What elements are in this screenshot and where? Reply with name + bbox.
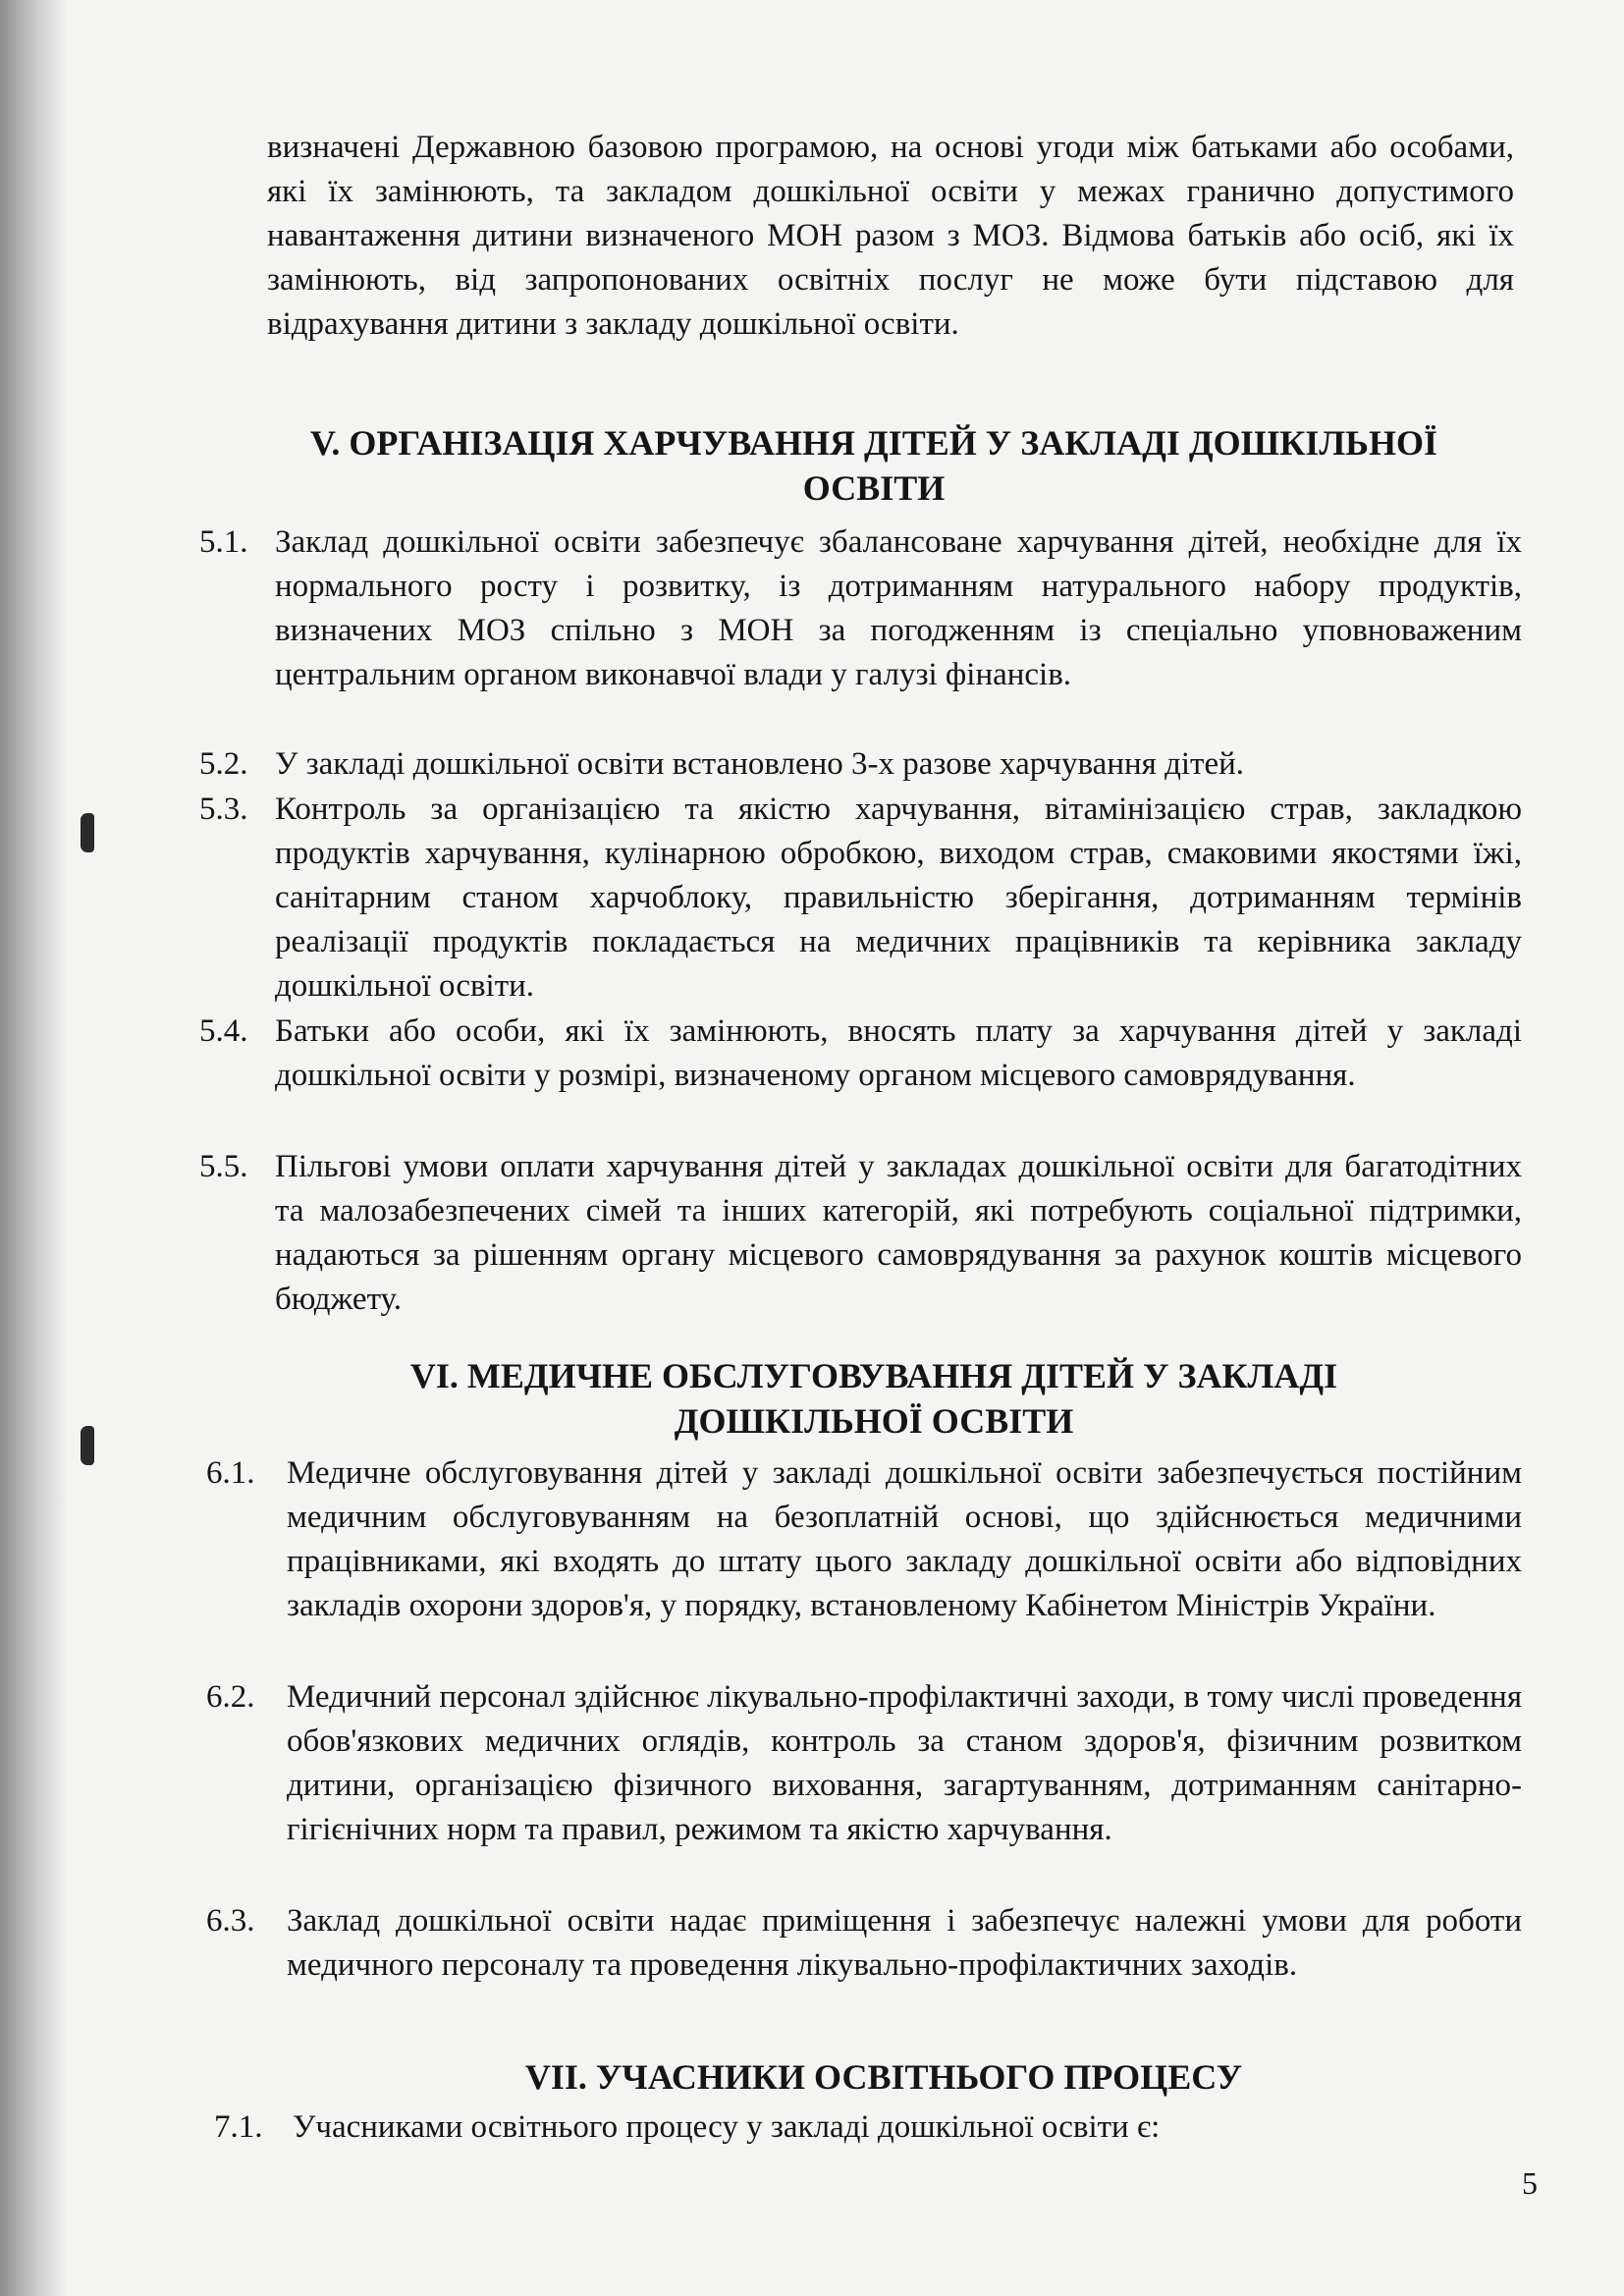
item-text: Медичне обслуговування дітей у закладі дошкільної освіти забезпечується постійним медичним обслуговуванням на безоплатній основі, що здійснюється медичними працівниками, які входять до штату цього закладу дошкільної освіти або відповідних закладів охорони здоров'я, у порядку, встановленому Кабінетом Міністрів України. [287,1455,1522,1623]
section-vi-heading [236,1353,1512,1444]
section-v-title-line2: ОСВІТИ [802,468,946,508]
item-text: У закладі дошкільної освіти встановлено 3-х разове харчування дітей. [275,746,1245,782]
item-text: Контроль за організацією та якістю харчування, вітамінізацією страв, закладкою продуктів харчування, кулінарною обробкою, виходом страв, смаковими якостями їжі, санітарним станом харчоблоку, правильністю зберігання, дотриманням термінів реалізації продуктів покладається на медичних працівників та керівника закладу дошкільної освіти. [275,792,1522,1004]
section-vii-heading [295,2054,1473,2100]
item-number: 6.3. [206,1903,255,1939]
item-text: Батьки або особи, які їх замінюють, вносять плату за харчування дітей у закладі дошкільної освіти у розмірі, визначеному органом місцевого самоврядування. [275,1013,1522,1093]
item-text: Медичний персонал здійснює лікувально-профілактичні заходи, в тому числі проведення обов'язкових медичних оглядів, контроль за станом здоров'я, фізичним розвитком дитини, організацією фізичного виховання, загартуванням, дотриманням санітарно-гігієнічних норм та правил, режимом та якістю харчування. [287,1679,1522,1847]
item-text: Учасниками освітнього процесу у закладі дошкільної освіти є: [293,2109,1161,2145]
item-number: 5.1. [199,524,248,560]
item-number: 6.2. [206,1679,255,1715]
page-number: 5 [1522,2165,1538,2201]
item-text: Пільгові умови оплати харчування дітей у закладах дошкільної освіти для багатодітних та малозабезпечених сімей та інших категорій, які потребують соціальної підтримки, надаються за рішенням органу місцевого самоврядування за рахунок коштів місцевого бюджету. [275,1149,1522,1317]
intro-paragraph: визначені Державною базовою програмою, на основі угоди між батьками або особами, які їх замінюють, та закладом дошкільної освіти у межах гранично допустимого навантаження дитини визначеного МОН разом з МОЗ. Відмова батьків або осіб, які їх замінюють, від запропонованих освітніх послуг не може бути підставою для відрахування дитини з закладу дошкільної освіти. [267,130,1514,342]
section-vii-title: VII. УЧАСНИКИ ОСВІТНЬОГО ПРОЦЕСУ [524,2057,1243,2097]
item-number: 6.1. [206,1455,255,1491]
section-vi-title-line1: VI. МЕДИЧНЕ ОБСЛУГОВУВАННЯ ДІТЕЙ У ЗАКЛАДІ [409,1356,1338,1395]
item-number: 7.1. [214,2109,263,2145]
item-number: 5.2. [199,746,248,782]
section-v-heading [236,420,1512,511]
item-number: 5.5. [199,1149,248,1184]
item-text: Заклад дошкільної освіти надає приміщення і забезпечує належні умови для роботи медичного персоналу та проведення лікувально-профілактичних заходів. [287,1903,1522,1983]
item-number: 5.3. [199,792,248,827]
section-v-title-line1: V. ОРГАНІЗАЦІЯ ХАРЧУВАННЯ ДІТЕЙ У ЗАКЛАДІ ДОШКІЛЬНОЇ [310,423,1437,463]
item-text: Заклад дошкільної освіти забезпечує збалансоване харчування дітей, необхідне для їх нормального росту і розвитку, із дотриманням натурального набору продуктів, визначених МОЗ спільно з МОН за погодженням із спеціально уповноваженим центральним органом виконавчої влади у галузі фінансів. [275,524,1522,692]
section-vi-title-line2: ДОШКІЛЬНОЇ ОСВІТИ [674,1401,1074,1441]
item-number: 5.4. [199,1013,248,1049]
